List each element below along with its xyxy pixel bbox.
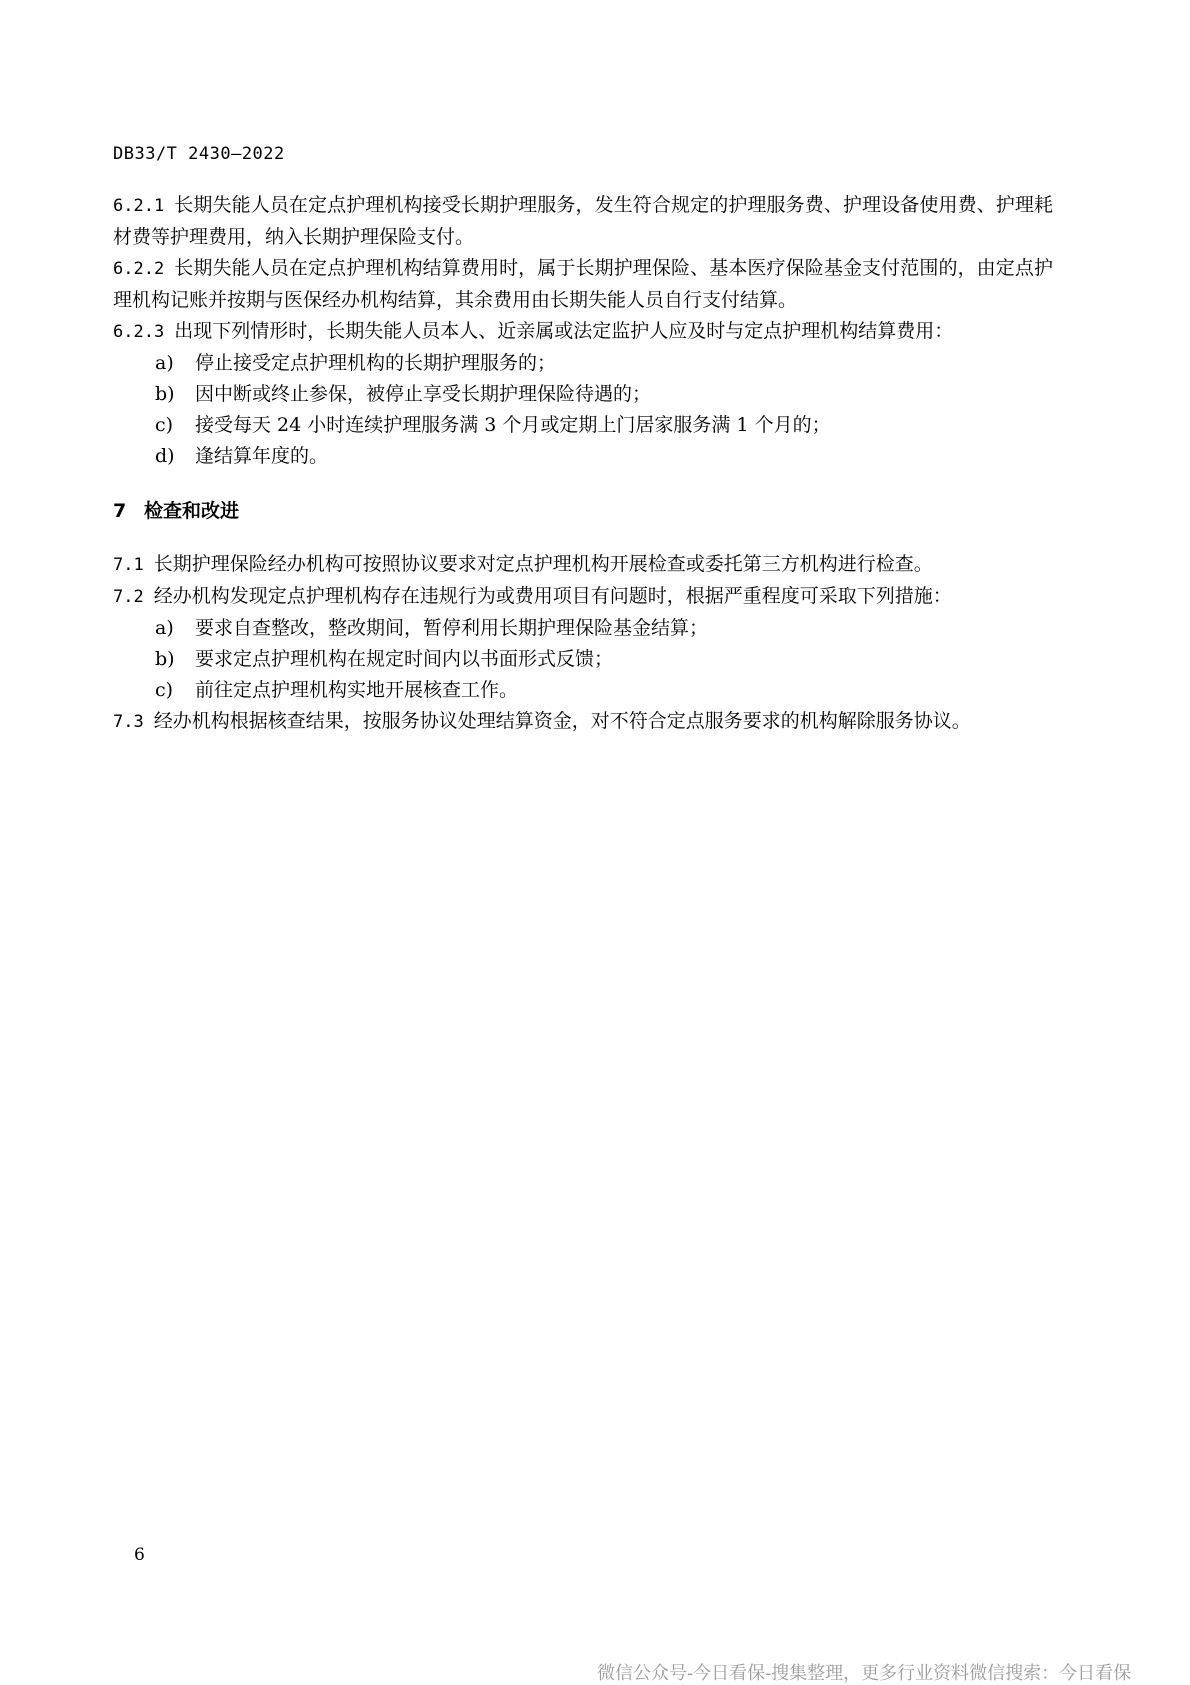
list-item-text: 要求定点护理机构在规定时间内以书面形式反馈；	[195, 648, 614, 670]
list-item	[113, 644, 1053, 675]
list-marker: c)	[155, 679, 174, 701]
clause-7-3	[113, 706, 1053, 738]
section-number: 7	[113, 500, 127, 522]
list-marker: b)	[155, 648, 175, 670]
clause-text: 出现下列情形时，长期失能人员本人、近亲属或法定监护人应及时与定点护理机构结算费用：	[174, 320, 954, 342]
list-item	[113, 613, 1053, 644]
list-marker: d)	[155, 445, 175, 467]
list-item	[113, 410, 1053, 441]
list-item-text: 逢结算年度的。	[195, 445, 329, 467]
clause-7-2	[113, 581, 1053, 613]
list-item	[113, 675, 1053, 706]
list-marker: a)	[155, 352, 174, 374]
clause-number: 7.2	[113, 587, 144, 607]
clause-number: 6.2.1	[113, 196, 165, 216]
clause-text: 经办机构发现定点护理机构存在违规行为或费用项目有问题时，根据严重程度可采取下列措施：	[153, 585, 952, 607]
clause-6-2-2	[113, 253, 1053, 316]
list-item-text: 接受每天 24 小时连续护理服务满 3 个月或定期上门居家服务满 1 个月的；	[195, 414, 831, 436]
page-number: 6	[134, 1545, 145, 1565]
clause-text: 长期失能人员在定点护理机构接受长期护理服务，发生符合规定的护理服务费、护理设备使用费、护理耗材费等护理费用，纳入长期护理保险支付。	[113, 194, 1053, 248]
clause-number: 6.2.3	[113, 322, 165, 342]
list-item-text: 前往定点护理机构实地开展核查工作。	[195, 679, 519, 701]
list-item-text: 停止接受定点护理机构的长期护理服务的；	[195, 352, 557, 374]
clause-text: 长期失能人员在定点护理机构结算费用时，属于长期护理保险、基本医疗保险基金支付范围的，由定点护理机构记账并按期与医保经办机构结算，其余费用由长期失能人员自行支付结算。	[113, 257, 1053, 311]
list-item-text: 要求自查整改，整改期间，暂停利用长期护理保险基金结算；	[195, 617, 709, 639]
section-heading	[113, 496, 1053, 527]
list-item	[113, 348, 1053, 379]
section-title: 检查和改进	[144, 500, 240, 522]
clause-number: 6.2.2	[113, 259, 165, 279]
document-code: DB33/T 2430—2022	[113, 144, 285, 164]
clause-7-1	[113, 549, 1053, 581]
clause-number: 7.1	[113, 555, 144, 575]
clause-number: 7.3	[113, 712, 144, 732]
clause-text: 经办机构根据核查结果，按服务协议处理结算资金，对不符合定点服务要求的机构解除服务协议。	[153, 710, 971, 732]
list-marker: a)	[155, 617, 174, 639]
list-item	[113, 441, 1053, 472]
list-item-text: 因中断或终止参保，被停止享受长期护理保险待遇的；	[195, 383, 652, 405]
watermark-text: 微信公众号-今日看保-搜集整理，更多行业资料微信搜索：今日看保	[597, 1663, 1132, 1684]
clause-text: 长期护理保险经办机构可按照协议要求对定点护理机构开展检查或委托第三方机构进行检查。	[153, 553, 933, 575]
document-body	[113, 190, 1053, 738]
list-marker: b)	[155, 383, 175, 405]
list-marker: c)	[155, 414, 174, 436]
clause-6-2-3	[113, 316, 1053, 348]
clause-6-2-1	[113, 190, 1053, 253]
list-item	[113, 379, 1053, 410]
